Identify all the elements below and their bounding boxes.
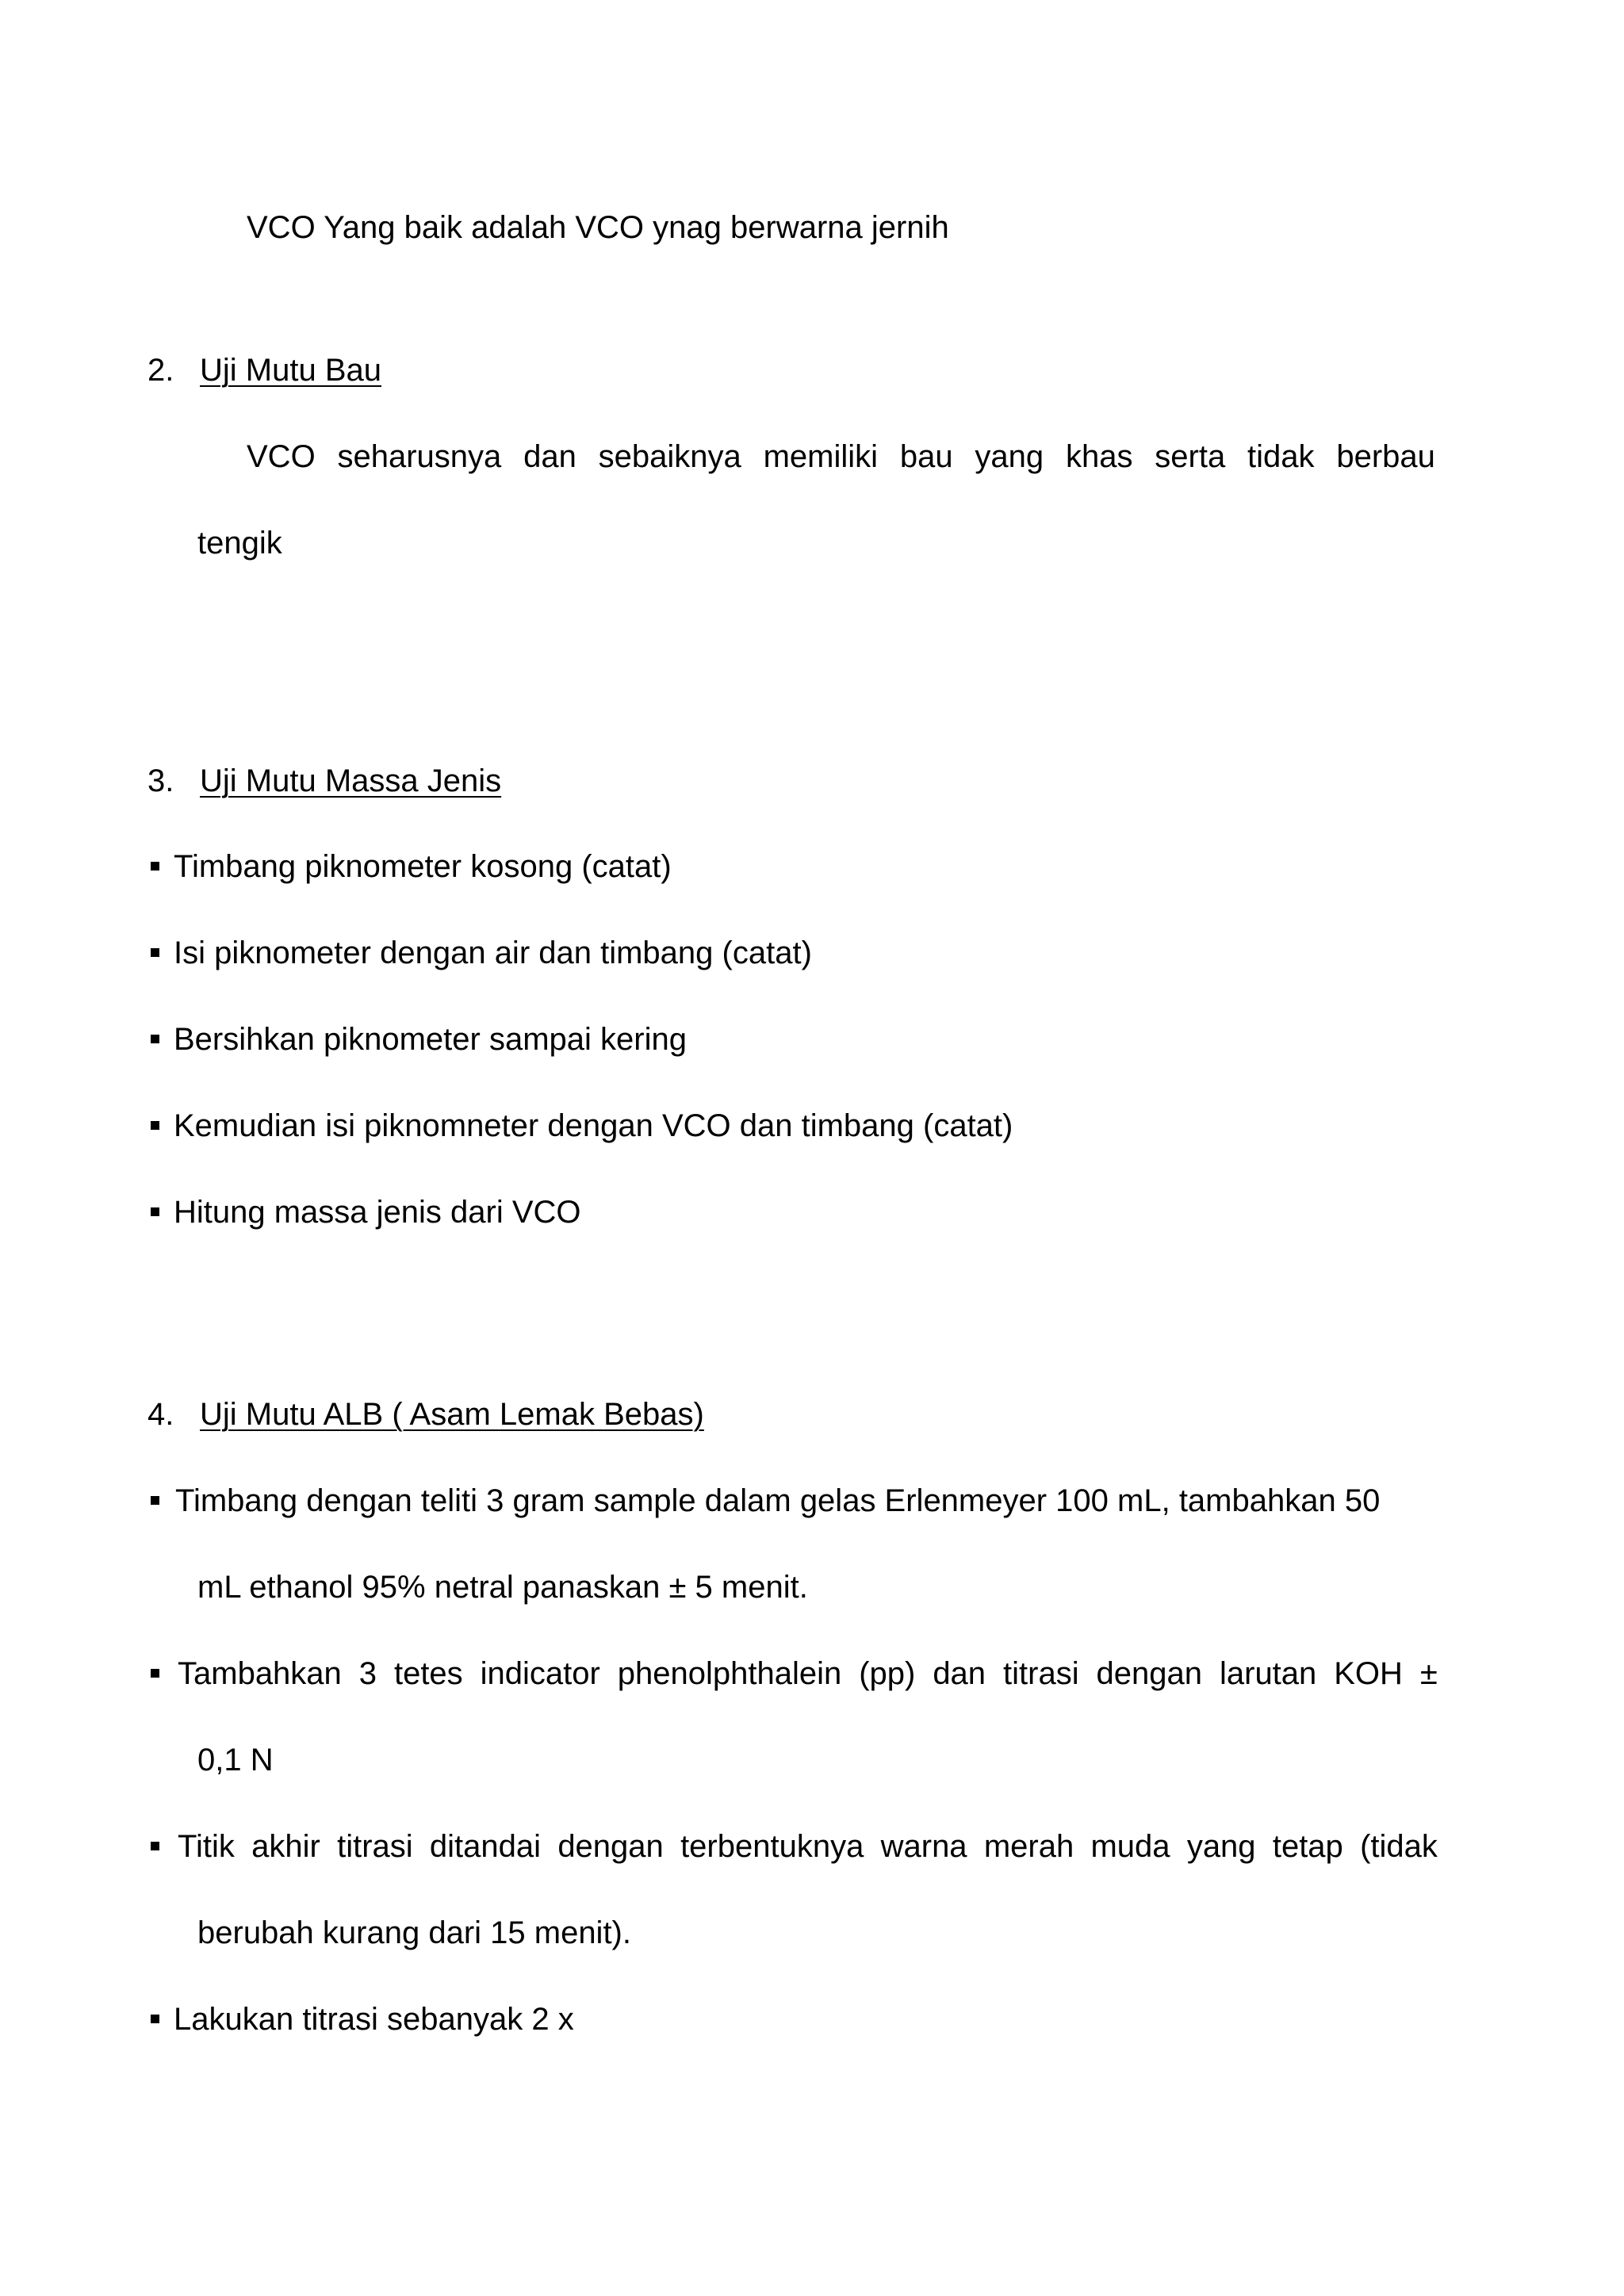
- bullet-marker: [151, 1207, 159, 1216]
- word: terbentuknya: [680, 1829, 864, 1864]
- word: khas: [1065, 439, 1133, 474]
- word: titrasi: [1003, 1656, 1079, 1691]
- section-3-bullet-4: Kemudian isi piknomneter dengan VCO dan timbang (catat): [174, 1108, 1013, 1143]
- word: (tidak: [1360, 1829, 1438, 1864]
- word: seharusnya: [337, 439, 502, 474]
- word: tetes: [393, 1656, 463, 1691]
- section-3-bullet-2: Isi piknometer dengan air dan timbang (catat): [174, 936, 812, 970]
- section-2-number: 2.: [147, 353, 174, 388]
- bullet-marker: [151, 1035, 159, 1043]
- bullet-marker: [151, 948, 159, 957]
- word: bau: [899, 439, 953, 474]
- intro-text: VCO Yang baik adalah VCO ynag berwarna jernih: [247, 210, 949, 245]
- word: phenolphthalein: [617, 1656, 842, 1691]
- section-3-title: Uji Mutu Massa Jenis: [200, 763, 502, 798]
- word: titrasi: [337, 1829, 413, 1864]
- section-4-bullet-2-line-1: [178, 1655, 1438, 1693]
- section-4-bullet-4: Lakukan titrasi sebanyak 2 x: [174, 2002, 574, 2037]
- word: yang: [1186, 1829, 1256, 1864]
- word: tetap: [1272, 1829, 1343, 1864]
- word: 3: [358, 1656, 377, 1691]
- word: ditandai: [429, 1829, 542, 1864]
- section-3-number: 3.: [147, 763, 174, 798]
- section-2-title: Uji Mutu Bau: [200, 353, 381, 388]
- section-3-bullet-5: Hitung massa jenis dari VCO: [174, 1195, 581, 1230]
- word: merah: [983, 1829, 1074, 1864]
- section-4-number: 4.: [147, 1397, 174, 1432]
- word: larutan: [1219, 1656, 1317, 1691]
- bullet-marker: [151, 1669, 159, 1678]
- word: dan: [933, 1656, 986, 1691]
- section-4-title: Uji Mutu ALB ( Asam Lemak Bebas): [200, 1397, 704, 1432]
- section-4-bullet-1-line-1: Timbang dengan teliti 3 gram sample dalam gelas Erlenmeyer 100 mL, tambahkan 50: [175, 1483, 1381, 1518]
- word: ±: [1419, 1656, 1438, 1691]
- word: dengan: [557, 1829, 664, 1864]
- section-4-bullet-3-line-2: berubah kurang dari 15 menit).: [197, 1915, 631, 1950]
- bullet-marker: [151, 2015, 159, 2023]
- word: serta: [1155, 439, 1226, 474]
- bullet-marker: [151, 1121, 159, 1130]
- word: yang: [975, 439, 1044, 474]
- section-4-bullet-3-line-1: [178, 1827, 1438, 1866]
- word: KOH: [1334, 1656, 1403, 1691]
- section-2-paragraph-line-2: tengik: [197, 526, 282, 561]
- section-3-bullet-3: Bersihkan piknometer sampai kering: [174, 1022, 687, 1057]
- word: memiliki: [763, 439, 879, 474]
- word: akhir: [251, 1829, 320, 1864]
- word: dan: [523, 439, 576, 474]
- word: warna: [880, 1829, 967, 1864]
- word: indicator: [480, 1656, 600, 1691]
- word: (pp): [859, 1656, 916, 1691]
- section-4-bullet-1-line-2: mL ethanol 95% netral panaskan ± 5 menit.: [197, 1570, 808, 1605]
- section-3-bullet-1: Timbang piknometer kosong (catat): [174, 849, 672, 884]
- bullet-marker: [151, 862, 159, 871]
- word: dengan: [1096, 1656, 1203, 1691]
- word: berbau: [1336, 439, 1435, 474]
- word: muda: [1090, 1829, 1170, 1864]
- word: sebaiknya: [598, 439, 741, 474]
- section-4-bullet-2-line-2: 0,1 N: [197, 1743, 274, 1777]
- word: tidak: [1247, 439, 1315, 474]
- bullet-marker: [151, 1496, 159, 1505]
- word: Tambahkan: [178, 1656, 342, 1691]
- section-2-paragraph-line-1: [247, 438, 1435, 476]
- word: VCO: [247, 439, 316, 474]
- bullet-marker: [151, 1842, 159, 1850]
- word: Titik: [178, 1829, 235, 1864]
